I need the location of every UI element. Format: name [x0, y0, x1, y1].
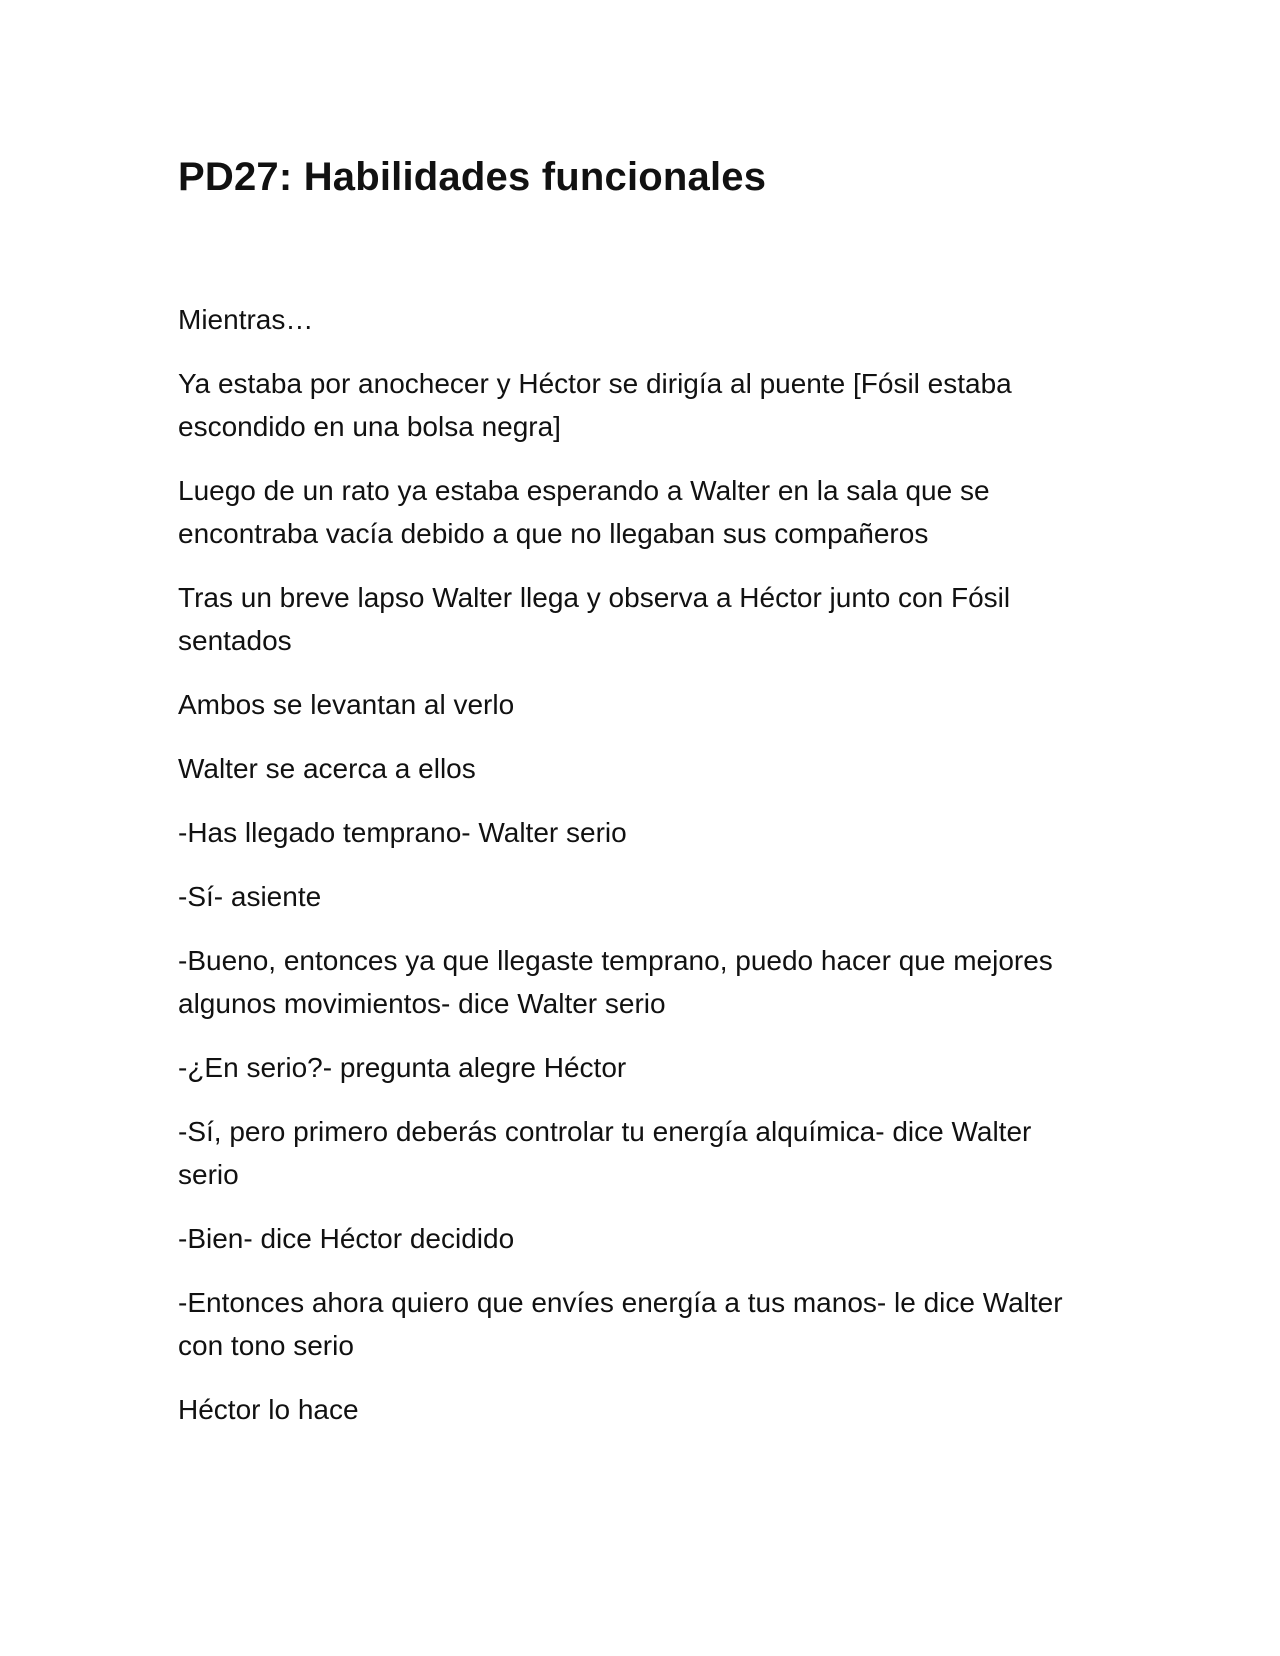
paragraph: Mientras…: [178, 304, 314, 335]
paragraph: Walter se acerca a ellos: [178, 753, 476, 784]
paragraph: -¿En serio?- pregunta alegre Héctor: [178, 1052, 627, 1083]
paragraph: Ambos se levantan al verlo: [178, 689, 515, 720]
document-body: [178, 298, 1088, 1452]
paragraph: Luego de un rato ya estaba esperando a Walter en la sala que se encontraba vacía debido a que no llegaban sus compañeros: [178, 475, 990, 549]
paragraph: -Bien- dice Héctor decidido: [178, 1223, 515, 1254]
paragraph: Tras un breve lapso Walter llega y observa a Héctor junto con Fósil sentados: [178, 582, 1011, 656]
paragraph: -Entonces ahora quiero que envíes energía a tus manos- le dice Walter con tono serio: [178, 1287, 1063, 1361]
paragraph: Héctor lo hace: [178, 1394, 359, 1425]
document-title: PD27: Habilidades funcionales: [178, 155, 767, 199]
paragraph: -Has llegado temprano- Walter serio: [178, 817, 627, 848]
paragraph: -Sí, pero primero deberás controlar tu energía alquímica- dice Walter serio: [178, 1116, 1032, 1190]
paragraph: -Sí- asiente: [178, 881, 322, 912]
paragraph: Ya estaba por anochecer y Héctor se dirigía al puente [Fósil estaba escondido en una bolsa negra]: [178, 368, 1012, 442]
paragraph: -Bueno, entonces ya que llegaste temprano, puedo hacer que mejores algunos movimientos- dice Walter serio: [178, 945, 1053, 1019]
